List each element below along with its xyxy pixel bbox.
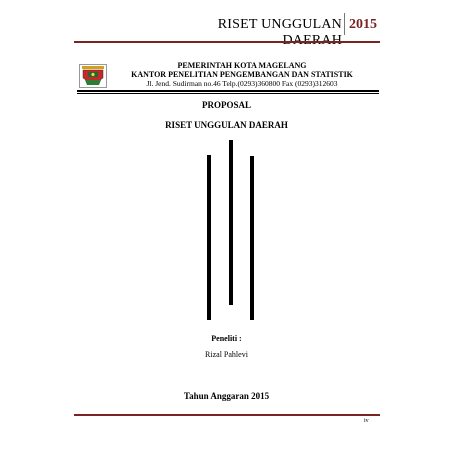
footer-rule (74, 414, 380, 416)
header-title: RISET UNGGULAN (217, 17, 342, 32)
decorative-bar-left (207, 155, 211, 320)
researcher-label: Peneliti : (211, 334, 242, 343)
header-rule (74, 41, 380, 43)
letterhead-rule-thin (77, 93, 379, 94)
header-year: 2015 (349, 17, 377, 32)
document-title: RISET UNGGULAN DAERAH (165, 120, 288, 130)
researcher-name: Rizal Pahlevi (205, 350, 248, 359)
kota-magelang-emblem-icon (79, 64, 107, 88)
decorative-bar-right (250, 156, 254, 320)
decorative-bar-middle (229, 140, 233, 305)
letterhead-rule-thick (77, 90, 379, 92)
header-separator (344, 13, 345, 35)
letterhead-agency: PEMERINTAH KOTA MAGELANG (177, 61, 307, 70)
budget-year: Tahun Anggaran 2015 (183, 391, 270, 401)
page-number: iv (364, 418, 369, 424)
document-type: PROPOSAL (201, 100, 251, 110)
letterhead-office: KANTOR PENELITIAN PENGEMBANGAN DAN STATISTIK (131, 70, 353, 79)
letterhead-address: Jl. Jend. Sudirman no.46 Telp.(0293)360800 Fax (0293)312603 (146, 79, 338, 88)
